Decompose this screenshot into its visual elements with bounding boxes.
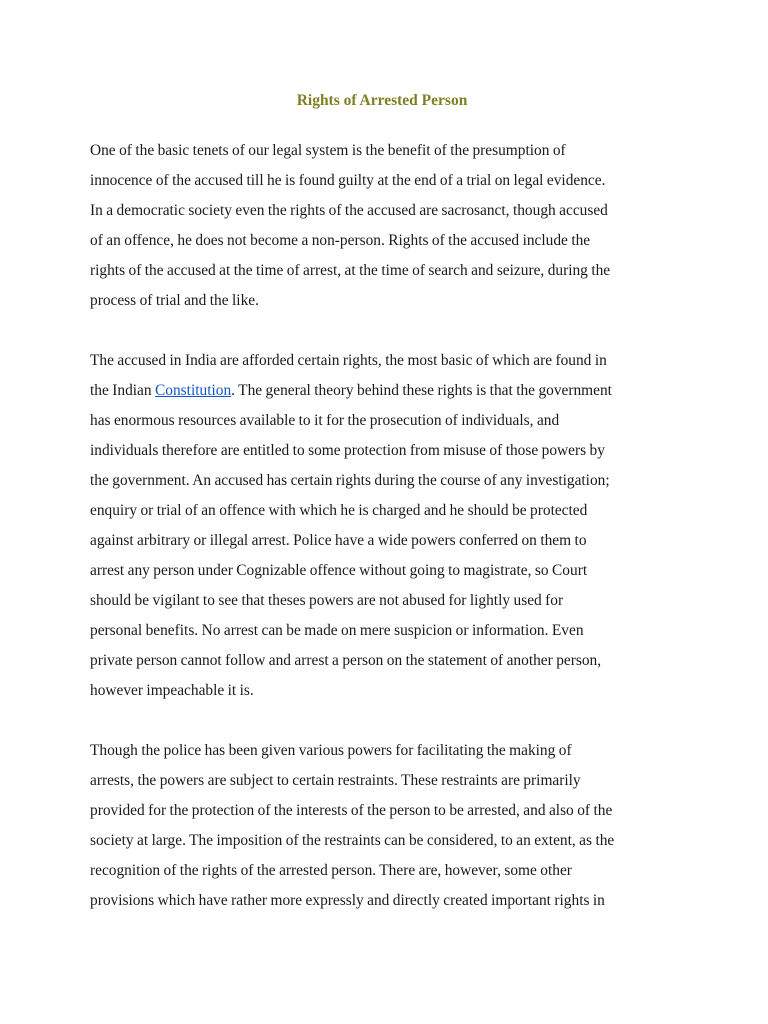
- paragraph-line: enquiry or trial of an offence with which he is charged and he should be protected: [90, 502, 588, 519]
- paragraph-line: private person cannot follow and arrest a person on the statement of another person,: [90, 652, 602, 669]
- line-text-before-link: the Indian: [90, 382, 156, 399]
- paragraph-line: arrest any person under Cognizable offence without going to magistrate, so Court: [90, 562, 588, 579]
- paragraph-2: [90, 346, 680, 706]
- line-text-after-link: . The general theory behind these rights is that the government: [231, 382, 612, 399]
- paragraph-line: [90, 376, 680, 406]
- paragraph-line: provisions which have rather more expressly and directly created important rights in: [90, 892, 605, 909]
- paragraph-3: [90, 736, 680, 916]
- paragraph-line: society at large. The imposition of the restraints can be considered, to an extent, as the: [90, 832, 615, 849]
- paragraph-line: the government. An accused has certain rights during the course of any investigation;: [90, 472, 610, 489]
- paragraph-line: personal benefits. No arrest can be made on mere suspicion or information. Even: [90, 622, 584, 639]
- paragraph-line: In a democratic society even the rights of the accused are sacrosanct, though accused: [90, 202, 608, 219]
- paragraph-line: innocence of the accused till he is found guilty at the end of a trial on legal evidence.: [90, 172, 606, 189]
- paragraph-line: against arbitrary or illegal arrest. Police have a wide powers conferred on them to: [90, 532, 587, 549]
- paragraph-line: arrests, the powers are subject to certain restraints. These restraints are primarily: [90, 772, 581, 789]
- paragraph-line: provided for the protection of the interests of the person to be arrested, and also of the: [90, 802, 613, 819]
- paragraph-line: Though the police has been given various powers for facilitating the making of: [90, 742, 572, 759]
- paragraph-line: individuals therefore are entitled to some protection from misuse of those powers by: [90, 442, 605, 459]
- document-title: Rights of Arrested Person: [296, 92, 468, 109]
- constitution-link[interactable]: Constitution: [155, 382, 232, 399]
- paragraph-line: process of trial and the like.: [90, 292, 259, 309]
- paragraph-line: rights of the accused at the time of arrest, at the time of search and seizure, during the: [90, 262, 611, 279]
- paragraph-line: should be vigilant to see that theses powers are not abused for lightly used for: [90, 592, 564, 609]
- paragraph-1: [90, 136, 680, 316]
- paragraph-line: The accused in India are afforded certain rights, the most basic of which are found in: [90, 352, 607, 369]
- paragraph-line: recognition of the rights of the arrested person. There are, however, some other: [90, 862, 572, 879]
- paragraph-line: of an offence, he does not become a non-person. Rights of the accused include the: [90, 232, 591, 249]
- paragraph-line: has enormous resources available to it for the prosecution of individuals, and: [90, 412, 560, 429]
- paragraph-line: One of the basic tenets of our legal system is the benefit of the presumption of: [90, 142, 566, 159]
- paragraph-line: however impeachable it is.: [90, 682, 254, 699]
